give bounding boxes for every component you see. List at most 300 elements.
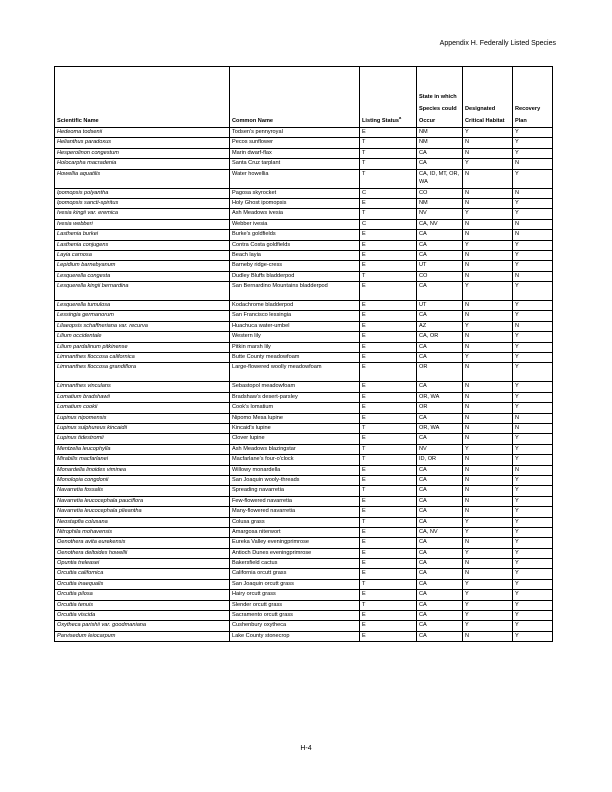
- state-cell: NV: [417, 444, 463, 454]
- scientific-name-cell: Oxytheca parishii var. goodmaniana: [55, 621, 230, 631]
- recovery-plan-cell: N: [513, 159, 553, 169]
- listing-status-cell: T: [360, 455, 417, 465]
- common-name-cell: California orcutt grass: [230, 569, 360, 579]
- listing-status-cell: T: [360, 148, 417, 158]
- listing-status-cell: C: [360, 188, 417, 198]
- scientific-name-cell: Holocarpha macradenia: [55, 159, 230, 169]
- listing-status-cell: E: [360, 403, 417, 413]
- table-row: [55, 219, 553, 229]
- state-cell: ID, OR: [417, 455, 463, 465]
- state-cell: CA: [417, 590, 463, 600]
- critical-habitat-cell: N: [463, 363, 513, 382]
- table-row: [55, 301, 553, 311]
- listing-status-footnote: a: [398, 115, 402, 121]
- common-name-cell: Burke's goldfields: [230, 230, 360, 240]
- scientific-name-cell: Monolopia congdonii: [55, 475, 230, 485]
- critical-habitat-cell: N: [463, 138, 513, 148]
- recovery-plan-cell: Y: [513, 148, 553, 158]
- state-cell: CA, ID, MT, OR, WA: [417, 169, 463, 188]
- recovery-plan-cell: N: [513, 230, 553, 240]
- table-row: [55, 403, 553, 413]
- table-row: [55, 321, 553, 331]
- state-cell: NM: [417, 198, 463, 208]
- recovery-plan-cell: Y: [513, 353, 553, 363]
- table-row: [55, 548, 553, 558]
- state-cell: OR: [417, 363, 463, 382]
- critical-habitat-cell: N: [463, 332, 513, 342]
- common-name-cell: Spreading navarretia: [230, 486, 360, 496]
- common-name-cell: Macfarlane's four-o'clock: [230, 455, 360, 465]
- critical-habitat-cell: N: [463, 486, 513, 496]
- listing-status-cell: E: [360, 631, 417, 641]
- common-name-cell: Marin dwarf-flax: [230, 148, 360, 158]
- table-row: [55, 423, 553, 433]
- common-name-cell: Pagosa skyrocket: [230, 188, 360, 198]
- table-header-row: [55, 67, 553, 128]
- listing-status-cell: E: [360, 548, 417, 558]
- table-row: [55, 579, 553, 589]
- state-cell: CA: [417, 569, 463, 579]
- recovery-plan-cell: Y: [513, 250, 553, 260]
- recovery-plan-cell: N: [513, 271, 553, 281]
- recovery-plan-cell: Y: [513, 559, 553, 569]
- recovery-plan-cell: Y: [513, 382, 553, 392]
- recovery-plan-cell: N: [513, 465, 553, 475]
- recovery-plan-cell: Y: [513, 621, 553, 631]
- scientific-name-cell: Neostapfia colusana: [55, 517, 230, 527]
- table-row: [55, 600, 553, 610]
- critical-habitat-cell: Y: [463, 353, 513, 363]
- critical-habitat-cell: N: [463, 631, 513, 641]
- table-row: [55, 332, 553, 342]
- table-row: [55, 569, 553, 579]
- critical-habitat-cell: N: [463, 148, 513, 158]
- state-cell: CA: [417, 507, 463, 517]
- critical-habitat-cell: Y: [463, 579, 513, 589]
- state-cell: NM: [417, 128, 463, 138]
- recovery-plan-cell: Y: [513, 209, 553, 219]
- common-name-cell: Holy Ghost ipomopsis: [230, 198, 360, 208]
- listing-status-cell: E: [360, 382, 417, 392]
- listing-status-cell: E: [360, 392, 417, 402]
- listing-status-cell: T: [360, 517, 417, 527]
- common-name-cell: San Joaquin wooly-threads: [230, 475, 360, 485]
- scientific-name-cell: Helianthus paradoxus: [55, 138, 230, 148]
- species-table: [54, 66, 553, 642]
- scientific-name-cell: Lomatium bradshawii: [55, 392, 230, 402]
- table-row: [55, 392, 553, 402]
- recovery-plan-cell: Y: [513, 548, 553, 558]
- state-cell: CA: [417, 631, 463, 641]
- critical-habitat-cell: N: [463, 198, 513, 208]
- scientific-name-cell: Lasthenia burkei: [55, 230, 230, 240]
- state-cell: UT: [417, 261, 463, 271]
- listing-status-label: Listing Status: [362, 118, 399, 124]
- critical-habitat-cell: Y: [463, 444, 513, 454]
- state-cell: CA: [417, 159, 463, 169]
- state-cell: CA: [417, 600, 463, 610]
- scientific-name-cell: Ipomopsis polyantha: [55, 188, 230, 198]
- critical-habitat-cell: N: [463, 559, 513, 569]
- listing-status-cell: E: [360, 475, 417, 485]
- listing-status-cell: E: [360, 311, 417, 321]
- scientific-name-cell: Navarretia leucocephala pauciflora: [55, 496, 230, 506]
- state-cell: CA: [417, 311, 463, 321]
- common-name-cell: Water howellia: [230, 169, 360, 188]
- recovery-plan-cell: Y: [513, 507, 553, 517]
- recovery-plan-cell: Y: [513, 455, 553, 465]
- scientific-name-cell: Oenothera deltoides howellii: [55, 548, 230, 558]
- common-name-cell: Sacramento orcutt grass: [230, 611, 360, 621]
- state-cell: CA: [417, 230, 463, 240]
- common-name-cell: Nipomo Mesa lupine: [230, 413, 360, 423]
- recovery-plan-cell: Y: [513, 261, 553, 271]
- table-row: [55, 507, 553, 517]
- critical-habitat-cell: Y: [463, 590, 513, 600]
- table-body: [55, 128, 553, 642]
- col-critical-habitat: Designated Critical Habitat: [463, 67, 513, 128]
- table-row: [55, 188, 553, 198]
- table-row: [55, 148, 553, 158]
- listing-status-cell: E: [360, 198, 417, 208]
- critical-habitat-cell: Y: [463, 128, 513, 138]
- scientific-name-cell: Orcuttia inaequalis: [55, 579, 230, 589]
- state-cell: CA: [417, 250, 463, 260]
- recovery-plan-cell: Y: [513, 486, 553, 496]
- listing-status-cell: T: [360, 600, 417, 610]
- scientific-name-cell: Lupinus sulphureus kincaidii: [55, 423, 230, 433]
- critical-habitat-cell: Y: [463, 548, 513, 558]
- critical-habitat-cell: N: [463, 188, 513, 198]
- scientific-name-cell: Layia carnosa: [55, 250, 230, 260]
- scientific-name-cell: Lilaeopsis schaffneriana var. recurva: [55, 321, 230, 331]
- listing-status-cell: E: [360, 301, 417, 311]
- recovery-plan-cell: Y: [513, 128, 553, 138]
- scientific-name-cell: Ipomopsis sancti-spiritus: [55, 198, 230, 208]
- recovery-plan-cell: Y: [513, 392, 553, 402]
- table-row: [55, 230, 553, 240]
- state-cell: CA: [417, 240, 463, 250]
- table-row: [55, 128, 553, 138]
- common-name-cell: San Bernardino Mountains bladderpod: [230, 282, 360, 301]
- state-cell: CA: [417, 465, 463, 475]
- recovery-plan-cell: Y: [513, 311, 553, 321]
- common-name-cell: Sebastopol meadowfoam: [230, 382, 360, 392]
- state-cell: CA: [417, 382, 463, 392]
- table-row: [55, 631, 553, 641]
- table-row: [55, 342, 553, 352]
- table-row: [55, 198, 553, 208]
- listing-status-cell: T: [360, 423, 417, 433]
- recovery-plan-cell: Y: [513, 363, 553, 382]
- table-row: [55, 465, 553, 475]
- table-row: [55, 475, 553, 485]
- recovery-plan-cell: Y: [513, 611, 553, 621]
- listing-status-cell: T: [360, 444, 417, 454]
- recovery-plan-cell: Y: [513, 600, 553, 610]
- common-name-cell: Beach layia: [230, 250, 360, 260]
- scientific-name-cell: Lilium pardalinum pitkinense: [55, 342, 230, 352]
- critical-habitat-cell: N: [463, 434, 513, 444]
- state-cell: CA: [417, 579, 463, 589]
- recovery-plan-cell: Y: [513, 631, 553, 641]
- listing-status-cell: E: [360, 434, 417, 444]
- recovery-plan-cell: Y: [513, 342, 553, 352]
- listing-status-cell: E: [360, 342, 417, 352]
- recovery-plan-cell: Y: [513, 538, 553, 548]
- critical-habitat-cell: Y: [463, 611, 513, 621]
- listing-status-cell: E: [360, 611, 417, 621]
- listing-status-cell: E: [360, 363, 417, 382]
- scientific-name-cell: Orcuttia pilosa: [55, 590, 230, 600]
- listing-status-cell: E: [360, 128, 417, 138]
- critical-habitat-cell: N: [463, 230, 513, 240]
- critical-habitat-cell: Y: [463, 240, 513, 250]
- critical-habitat-cell: N: [463, 250, 513, 260]
- state-cell: CA: [417, 611, 463, 621]
- scientific-name-cell: Orcuttia californica: [55, 569, 230, 579]
- state-cell: NM: [417, 138, 463, 148]
- state-cell: UT: [417, 301, 463, 311]
- common-name-cell: Lake County stonecrop: [230, 631, 360, 641]
- table-row: [55, 611, 553, 621]
- table-row: [55, 444, 553, 454]
- critical-habitat-cell: N: [463, 496, 513, 506]
- common-name-cell: Ash Meadows blazingstar: [230, 444, 360, 454]
- critical-habitat-cell: N: [463, 507, 513, 517]
- table-row: [55, 250, 553, 260]
- critical-habitat-cell: N: [463, 219, 513, 229]
- listing-status-cell: E: [360, 465, 417, 475]
- col-scientific-name: Scientific Name: [55, 67, 230, 128]
- listing-status-cell: T: [360, 209, 417, 219]
- scientific-name-cell: Monardella linoides viminea: [55, 465, 230, 475]
- recovery-plan-cell: Y: [513, 475, 553, 485]
- state-cell: CA: [417, 413, 463, 423]
- table-row: [55, 261, 553, 271]
- state-cell: CA: [417, 342, 463, 352]
- critical-habitat-cell: N: [463, 413, 513, 423]
- table-row: [55, 271, 553, 281]
- common-name-cell: San Francisco lessingia: [230, 311, 360, 321]
- listing-status-cell: E: [360, 569, 417, 579]
- listing-status-cell: E: [360, 496, 417, 506]
- scientific-name-cell: Orcuttia viscida: [55, 611, 230, 621]
- scientific-name-cell: Ivesia kingii var. eremica: [55, 209, 230, 219]
- common-name-cell: Willowy monardella: [230, 465, 360, 475]
- table-row: [55, 455, 553, 465]
- critical-habitat-cell: N: [463, 538, 513, 548]
- state-cell: OR: [417, 403, 463, 413]
- listing-status-cell: E: [360, 332, 417, 342]
- scientific-name-cell: Lesquerella kingii bernardina: [55, 282, 230, 301]
- state-cell: CA, NV: [417, 527, 463, 537]
- table-row: [55, 434, 553, 444]
- table-row: [55, 363, 553, 382]
- common-name-cell: Cushenbury oxytheca: [230, 621, 360, 631]
- listing-status-cell: E: [360, 538, 417, 548]
- critical-habitat-cell: N: [463, 311, 513, 321]
- common-name-cell: Kodachrome bladderpod: [230, 301, 360, 311]
- listing-status-cell: T: [360, 579, 417, 589]
- state-cell: CO: [417, 271, 463, 281]
- critical-habitat-cell: Y: [463, 527, 513, 537]
- common-name-cell: Hairy orcutt grass: [230, 590, 360, 600]
- common-name-cell: Amargosa niterwort: [230, 527, 360, 537]
- common-name-cell: Bradshaw's desert-parsley: [230, 392, 360, 402]
- table-row: [55, 159, 553, 169]
- critical-habitat-cell: N: [463, 465, 513, 475]
- recovery-plan-cell: Y: [513, 496, 553, 506]
- col-listing-status: [360, 67, 417, 128]
- table-row: [55, 538, 553, 548]
- listing-status-cell: E: [360, 230, 417, 240]
- common-name-cell: Contra Costa goldfields: [230, 240, 360, 250]
- recovery-plan-cell: Y: [513, 198, 553, 208]
- page-header: Appendix H. Federally Listed Species: [439, 40, 556, 47]
- table-row: [55, 517, 553, 527]
- state-cell: CA: [417, 559, 463, 569]
- recovery-plan-cell: Y: [513, 444, 553, 454]
- scientific-name-cell: Opuntia treleasei: [55, 559, 230, 569]
- table-row: [55, 138, 553, 148]
- table-row: [55, 590, 553, 600]
- state-cell: OR, WA: [417, 392, 463, 402]
- common-name-cell: Few-flowered navarretia: [230, 496, 360, 506]
- table-row: [55, 496, 553, 506]
- state-cell: OR, WA: [417, 423, 463, 433]
- table-row: [55, 240, 553, 250]
- recovery-plan-cell: N: [513, 423, 553, 433]
- recovery-plan-cell: N: [513, 188, 553, 198]
- critical-habitat-cell: Y: [463, 209, 513, 219]
- listing-status-cell: T: [360, 138, 417, 148]
- listing-status-cell: E: [360, 353, 417, 363]
- scientific-name-cell: Limnanthes floccosa californica: [55, 353, 230, 363]
- state-cell: CA: [417, 548, 463, 558]
- scientific-name-cell: Oenothera avita eurekensis: [55, 538, 230, 548]
- critical-habitat-cell: Y: [463, 159, 513, 169]
- scientific-name-cell: Hesperolinon congestum: [55, 148, 230, 158]
- scientific-name-cell: Ivesia webberi: [55, 219, 230, 229]
- recovery-plan-cell: Y: [513, 138, 553, 148]
- listing-status-cell: E: [360, 282, 417, 301]
- page-number: H-4: [300, 745, 312, 752]
- table-row: [55, 282, 553, 301]
- scientific-name-cell: Lasthenia conjugens: [55, 240, 230, 250]
- table-row: [55, 382, 553, 392]
- state-cell: CA: [417, 353, 463, 363]
- critical-habitat-cell: N: [463, 403, 513, 413]
- state-cell: CA: [417, 486, 463, 496]
- recovery-plan-cell: Y: [513, 403, 553, 413]
- listing-status-cell: E: [360, 527, 417, 537]
- state-cell: NV: [417, 209, 463, 219]
- common-name-cell: Clover lupine: [230, 434, 360, 444]
- common-name-cell: Dudley Bluffs bladderpod: [230, 271, 360, 281]
- common-name-cell: Kincaid's lupine: [230, 423, 360, 433]
- common-name-cell: Large-flowered woolly meadowfoam: [230, 363, 360, 382]
- common-name-cell: Western lily: [230, 332, 360, 342]
- col-recovery-plan: Recovery Plan: [513, 67, 553, 128]
- common-name-cell: Santa Cruz tarplant: [230, 159, 360, 169]
- scientific-name-cell: Lilium occidentale: [55, 332, 230, 342]
- col-common-name: Common Name: [230, 67, 360, 128]
- scientific-name-cell: Lomatium cookii: [55, 403, 230, 413]
- scientific-name-cell: Howellia aquatilis: [55, 169, 230, 188]
- listing-status-cell: E: [360, 261, 417, 271]
- scientific-name-cell: Lupinus tidestromii: [55, 434, 230, 444]
- critical-habitat-cell: N: [463, 301, 513, 311]
- table-row: [55, 621, 553, 631]
- critical-habitat-cell: Y: [463, 621, 513, 631]
- scientific-name-cell: Hedeoma todsenii: [55, 128, 230, 138]
- state-cell: CA: [417, 538, 463, 548]
- recovery-plan-cell: Y: [513, 569, 553, 579]
- critical-habitat-cell: N: [463, 423, 513, 433]
- table-row: [55, 353, 553, 363]
- recovery-plan-cell: Y: [513, 301, 553, 311]
- common-name-cell: Many-flowered navarretia: [230, 507, 360, 517]
- common-name-cell: Barneby ridge-cress: [230, 261, 360, 271]
- critical-habitat-cell: Y: [463, 517, 513, 527]
- recovery-plan-cell: Y: [513, 332, 553, 342]
- common-name-cell: Ash Meadows ivesia: [230, 209, 360, 219]
- scientific-name-cell: Lepidium barnebyanum: [55, 261, 230, 271]
- table-row: [55, 527, 553, 537]
- recovery-plan-cell: Y: [513, 282, 553, 301]
- critical-habitat-cell: Y: [463, 282, 513, 301]
- listing-status-cell: E: [360, 413, 417, 423]
- listing-status-cell: E: [360, 590, 417, 600]
- scientific-name-cell: Lessingia germanorum: [55, 311, 230, 321]
- critical-habitat-cell: Y: [463, 321, 513, 331]
- state-cell: CA: [417, 621, 463, 631]
- recovery-plan-cell: Y: [513, 579, 553, 589]
- scientific-name-cell: Limnanthes floccosa grandiflora: [55, 363, 230, 382]
- recovery-plan-cell: Y: [513, 517, 553, 527]
- table-row: [55, 413, 553, 423]
- listing-status-cell: T: [360, 271, 417, 281]
- scientific-name-cell: Orcuttia tenuis: [55, 600, 230, 610]
- listing-status-cell: E: [360, 507, 417, 517]
- common-name-cell: Pecos sunflower: [230, 138, 360, 148]
- common-name-cell: Butte County meadowfoam: [230, 353, 360, 363]
- critical-habitat-cell: N: [463, 382, 513, 392]
- critical-habitat-cell: N: [463, 271, 513, 281]
- critical-habitat-cell: N: [463, 342, 513, 352]
- common-name-cell: Colusa grass: [230, 517, 360, 527]
- critical-habitat-cell: N: [463, 169, 513, 188]
- recovery-plan-cell: Y: [513, 590, 553, 600]
- common-name-cell: Antioch Dunes eveningprimrose: [230, 548, 360, 558]
- common-name-cell: Pitkin marsh lily: [230, 342, 360, 352]
- listing-status-cell: E: [360, 240, 417, 250]
- recovery-plan-cell: N: [513, 321, 553, 331]
- state-cell: CO: [417, 188, 463, 198]
- table-row: [55, 486, 553, 496]
- table-row: [55, 311, 553, 321]
- common-name-cell: Eureka Valley eveningprimrose: [230, 538, 360, 548]
- state-cell: CA: [417, 282, 463, 301]
- listing-status-cell: C: [360, 219, 417, 229]
- critical-habitat-cell: N: [463, 569, 513, 579]
- common-name-cell: Bakersfield cactus: [230, 559, 360, 569]
- critical-habitat-cell: N: [463, 475, 513, 485]
- recovery-plan-cell: Y: [513, 169, 553, 188]
- scientific-name-cell: Mirabilis macfarlanei: [55, 455, 230, 465]
- common-name-cell: San Joaquin orcutt grass: [230, 579, 360, 589]
